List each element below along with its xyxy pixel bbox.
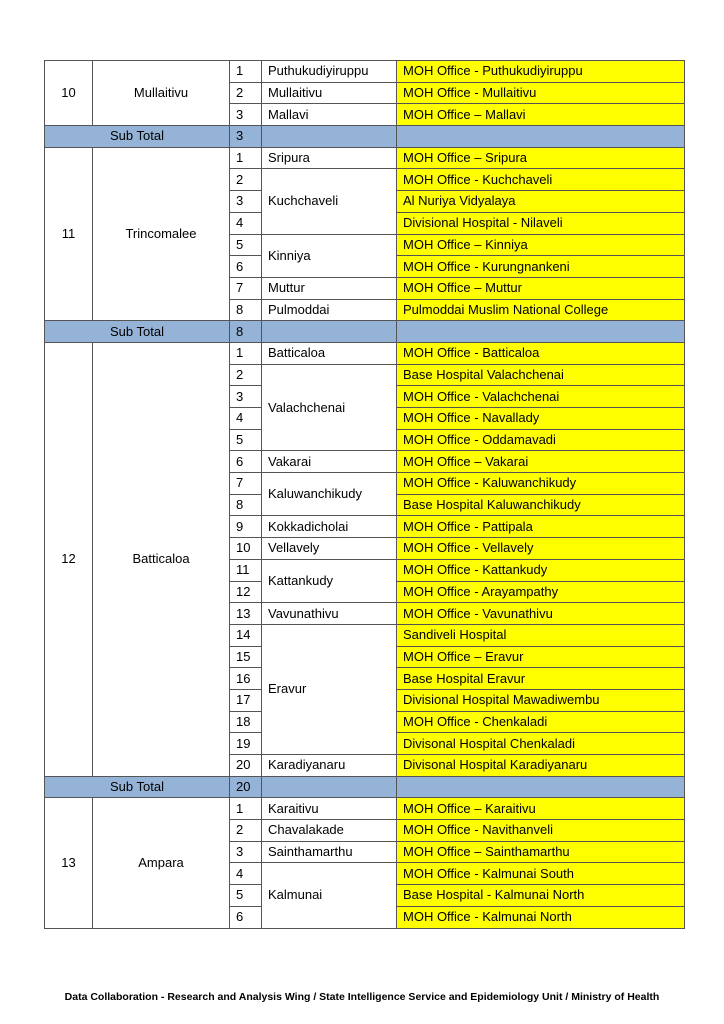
center-location: Base Hospital Kaluwanchikudy xyxy=(397,494,685,516)
center-location: MOH Office - Vavunathivu xyxy=(397,603,685,625)
center-location: Sandiveli Hospital xyxy=(397,624,685,646)
district-number: 13 xyxy=(45,798,93,928)
subtotal-label: Sub Total xyxy=(45,126,230,148)
center-location: MOH Office - Navithanveli xyxy=(397,820,685,842)
moh-area: Vakarai xyxy=(262,451,397,473)
row-number: 5 xyxy=(230,429,262,451)
center-location: Base Hospital Valachchenai xyxy=(397,364,685,386)
row-number: 20 xyxy=(230,755,262,777)
subtotal-row xyxy=(45,321,685,343)
row-number: 15 xyxy=(230,646,262,668)
center-location: MOH Office - Chenkaladi xyxy=(397,711,685,733)
row-number: 2 xyxy=(230,364,262,386)
moh-area: Kalmunai xyxy=(262,863,397,928)
row-number: 9 xyxy=(230,516,262,538)
center-location: MOH Office - Vellavely xyxy=(397,538,685,560)
center-location: MOH Office – Eravur xyxy=(397,646,685,668)
row-number: 3 xyxy=(230,386,262,408)
center-location: MOH Office – Kinniya xyxy=(397,234,685,256)
row-number: 8 xyxy=(230,299,262,321)
table-row xyxy=(45,147,685,169)
moh-area: Valachchenai xyxy=(262,364,397,451)
row-number: 2 xyxy=(230,169,262,191)
row-number: 5 xyxy=(230,885,262,907)
row-number: 5 xyxy=(230,234,262,256)
table-row xyxy=(45,342,685,364)
row-number: 12 xyxy=(230,581,262,603)
center-location: MOH Office - Pattipala xyxy=(397,516,685,538)
row-number: 8 xyxy=(230,494,262,516)
center-location: MOH Office - Kurungnankeni xyxy=(397,256,685,278)
subtotal-value: 3 xyxy=(230,126,262,148)
center-location: MOH Office – Sainthamarthu xyxy=(397,841,685,863)
subtotal-empty-cell xyxy=(397,776,685,798)
center-location: MOH Office - Batticaloa xyxy=(397,342,685,364)
row-number: 3 xyxy=(230,191,262,213)
subtotal-value: 20 xyxy=(230,776,262,798)
subtotal-row xyxy=(45,776,685,798)
center-location: MOH Office – Vakarai xyxy=(397,451,685,473)
center-location: MOH Office - Oddamavadi xyxy=(397,429,685,451)
table-row xyxy=(45,798,685,820)
row-number: 14 xyxy=(230,624,262,646)
table-body xyxy=(45,61,685,929)
page-footer: Data Collaboration - Research and Analysis Wing / State Intelligence Service and Epidemiology Unit / Ministry of Health xyxy=(64,991,660,1003)
row-number: 4 xyxy=(230,212,262,234)
center-location: MOH Office – Sripura xyxy=(397,147,685,169)
row-number: 19 xyxy=(230,733,262,755)
moh-area: Chavalakade xyxy=(262,820,397,842)
moh-area: Mallavi xyxy=(262,104,397,126)
moh-area: Sripura xyxy=(262,147,397,169)
subtotal-empty-cell xyxy=(262,126,397,148)
row-number: 3 xyxy=(230,841,262,863)
row-number: 6 xyxy=(230,451,262,473)
row-number: 13 xyxy=(230,603,262,625)
moh-area: Kattankudy xyxy=(262,559,397,602)
district-name: Mullaitivu xyxy=(93,61,230,126)
subtotal-empty-cell xyxy=(262,776,397,798)
moh-area: Kokkadicholai xyxy=(262,516,397,538)
center-location: MOH Office - Puthukudiyiruppu xyxy=(397,61,685,83)
subtotal-empty-cell xyxy=(397,126,685,148)
moh-area: Mullaitivu xyxy=(262,82,397,104)
center-location: MOH Office - Kalmunai South xyxy=(397,863,685,885)
center-location: MOH Office – Muttur xyxy=(397,277,685,299)
row-number: 1 xyxy=(230,342,262,364)
moh-area: Muttur xyxy=(262,277,397,299)
row-number: 6 xyxy=(230,906,262,928)
moh-area: Kuchchaveli xyxy=(262,169,397,234)
row-number: 11 xyxy=(230,559,262,581)
district-name: Batticaloa xyxy=(93,342,230,776)
center-location: MOH Office – Karaitivu xyxy=(397,798,685,820)
moh-area: Kaluwanchikudy xyxy=(262,473,397,516)
center-location: MOH Office - Kattankudy xyxy=(397,559,685,581)
moh-area: Vellavely xyxy=(262,538,397,560)
row-number: 1 xyxy=(230,798,262,820)
center-location: Base Hospital Eravur xyxy=(397,668,685,690)
row-number: 6 xyxy=(230,256,262,278)
district-number: 10 xyxy=(45,61,93,126)
subtotal-empty-cell xyxy=(262,321,397,343)
centers-table xyxy=(44,60,685,929)
subtotal-value: 8 xyxy=(230,321,262,343)
center-location: MOH Office - Kalmunai North xyxy=(397,906,685,928)
center-location: Divisional Hospital Mawadiwembu xyxy=(397,689,685,711)
center-location: MOH Office - Valachchenai xyxy=(397,386,685,408)
row-number: 1 xyxy=(230,61,262,83)
row-number: 3 xyxy=(230,104,262,126)
moh-area: Pulmoddai xyxy=(262,299,397,321)
row-number: 17 xyxy=(230,689,262,711)
row-number: 7 xyxy=(230,277,262,299)
moh-area: Batticaloa xyxy=(262,342,397,364)
row-number: 2 xyxy=(230,82,262,104)
center-location: MOH Office - Navallady xyxy=(397,408,685,430)
moh-area: Eravur xyxy=(262,624,397,754)
center-location: Divisional Hospital - Nilaveli xyxy=(397,212,685,234)
center-location: MOH Office - Mullaitivu xyxy=(397,82,685,104)
moh-area: Vavunathivu xyxy=(262,603,397,625)
district-number: 12 xyxy=(45,342,93,776)
center-location: Divisonal Hospital Karadiyanaru xyxy=(397,755,685,777)
row-number: 16 xyxy=(230,668,262,690)
subtotal-empty-cell xyxy=(397,321,685,343)
center-location: MOH Office - Kuchchaveli xyxy=(397,169,685,191)
center-location: MOH Office - Kaluwanchikudy xyxy=(397,473,685,495)
row-number: 2 xyxy=(230,820,262,842)
row-number: 7 xyxy=(230,473,262,495)
moh-area: Puthukudiyiruppu xyxy=(262,61,397,83)
district-number: 11 xyxy=(45,147,93,321)
district-name: Trincomalee xyxy=(93,147,230,321)
center-location: Divisonal Hospital Chenkaladi xyxy=(397,733,685,755)
subtotal-label: Sub Total xyxy=(45,321,230,343)
moh-area: Karaitivu xyxy=(262,798,397,820)
moh-area: Kinniya xyxy=(262,234,397,277)
row-number: 4 xyxy=(230,408,262,430)
center-location: Al Nuriya Vidyalaya xyxy=(397,191,685,213)
table-row xyxy=(45,61,685,83)
center-location: Pulmoddai Muslim National College xyxy=(397,299,685,321)
row-number: 4 xyxy=(230,863,262,885)
row-number: 18 xyxy=(230,711,262,733)
subtotal-label: Sub Total xyxy=(45,776,230,798)
center-location: MOH Office – Mallavi xyxy=(397,104,685,126)
district-name: Ampara xyxy=(93,798,230,928)
center-location: MOH Office - Arayampathy xyxy=(397,581,685,603)
subtotal-row xyxy=(45,126,685,148)
center-location: Base Hospital - Kalmunai North xyxy=(397,885,685,907)
moh-area: Sainthamarthu xyxy=(262,841,397,863)
row-number: 1 xyxy=(230,147,262,169)
moh-area: Karadiyanaru xyxy=(262,755,397,777)
row-number: 10 xyxy=(230,538,262,560)
